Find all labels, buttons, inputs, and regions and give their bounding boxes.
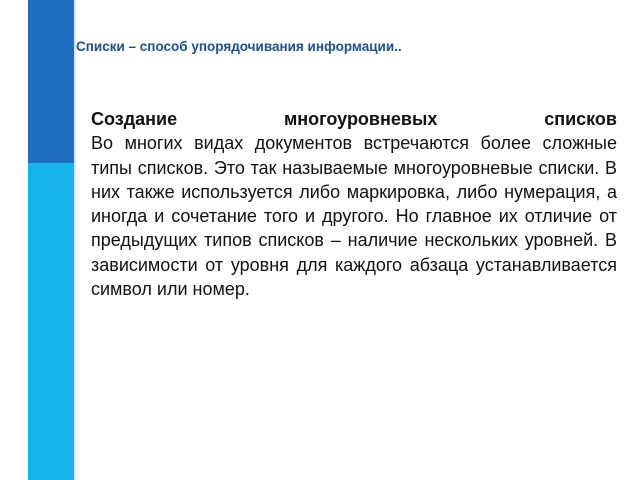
section-heading: Создание многоуровневых списков bbox=[91, 109, 617, 129]
content-block bbox=[91, 107, 617, 301]
body-paragraph: Во многих видах документов встречаются более сложные типы списков. Это так называемые многоуровневые списки. В них также используется либо маркировка, либо нумерация, а иногда и сочетание того и другого. Но главное их отличие от предыдущих типов списков – наличие нескольких уровней. В зависимости от уровня для каждого абзаца устанавливается символ или номер. bbox=[91, 133, 617, 300]
slide-header-title: Списки – способ упорядочивания информации.. bbox=[76, 39, 402, 54]
side-bar-light-blue bbox=[28, 163, 74, 480]
side-bar-dark-blue bbox=[28, 0, 74, 163]
side-bar-divider bbox=[74, 0, 76, 480]
left-margin bbox=[0, 0, 28, 480]
